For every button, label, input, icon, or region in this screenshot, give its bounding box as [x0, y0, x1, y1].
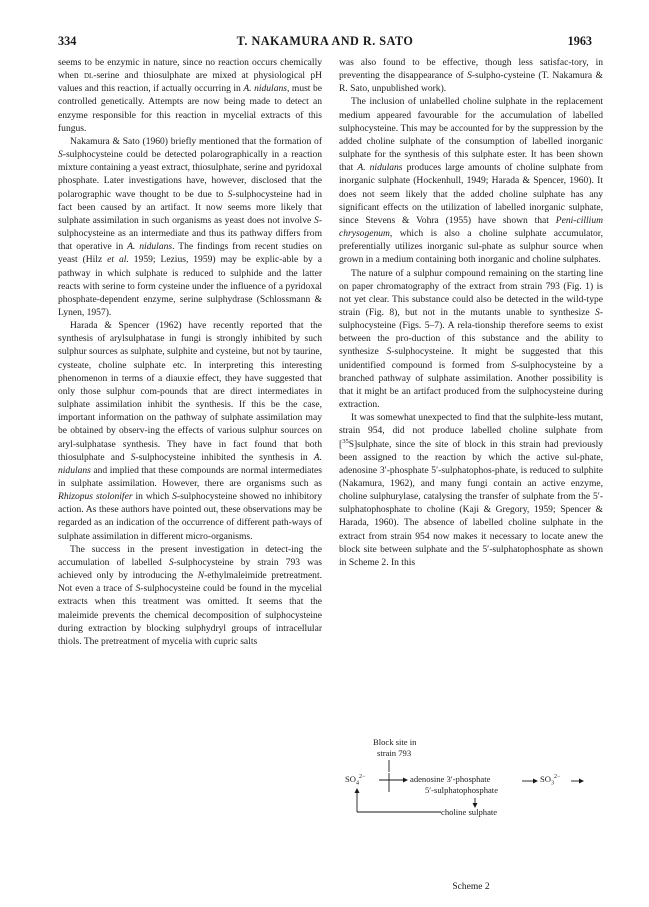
page-number: 334 [58, 34, 77, 48]
text-run: S [314, 214, 319, 226]
scheme-2-diagram [345, 737, 595, 865]
text-run: A. nidulans [127, 241, 173, 253]
text-run: It was somewhat unexpected to find that the sulphite-less mutant, strain 954, did not produce labelled choline sulphate from [ [339, 412, 603, 450]
text-run: -sulphocysteine could be detected polarographically in a reaction mixture containing a yeast extract, thiosulphate, serine and pyridoxal phosphate. Later investigations have, however, disclosed that the polarographic wave thought to be due to [58, 149, 322, 200]
text-run: S [130, 451, 136, 463]
running-title: T. NAKAMURA AND R. SATO [236, 34, 414, 48]
text-run: A. nidulans [58, 451, 322, 476]
text-run: -sulphocysteine by strain 793 was achieved only by introducing the [58, 556, 322, 582]
text-run: S [595, 306, 600, 318]
text-run: The inclusion of unlabelled choline sulphate in the replacement medium appeared favourable for the accumulation of labelled sulphocysteine. This may be accounted for by the suppression by the added choline sulphate of the consumption of labelled inorganic sulphate for the synthesis of this sulphate ester. It has been shown that [339, 96, 603, 174]
text-run: S [58, 149, 63, 161]
text-run: S [168, 556, 174, 568]
aps-label-line2: 5′-sulphatophosphate [425, 785, 499, 795]
paragraph [58, 135, 322, 319]
text-run: -sulphocysteine as an intermediate and thus its pathway differs from that operative in [58, 214, 322, 253]
block-site-label: Block site in [373, 737, 417, 747]
text-run: S]sulphate, since the site of block in this strain had previously been assigned to the reaction by which the active sul-phate, adenosine 3′-phosphate 5′-sulphatophos-phate, is reduced to sulphite (Nakamura, 1962), and many fungi contain an active enzyme, choline sulphurylase, catalysing the transfer of sulphate from the 5′-sulphatophosphate to choline (Kaji & Gregory, 1959; Spencer & Harada, 1960). The absence of labelled choline sulphate in the extract from strain 954 now makes it necessary to locate anew the block site between sulphate and the 5′-sulphatophosphate as shown in Scheme 2. In this [339, 438, 603, 568]
sulphate-formula: $SO_4^{2-}$ [345, 774, 366, 787]
scheme-caption: Scheme 2 [452, 882, 490, 892]
text-run: -sulphocysteine. It might be suggested that this unidentified compound is formed from [339, 346, 604, 371]
left-text-column [58, 56, 322, 648]
text-run: A. nidulans [357, 162, 403, 174]
text-run: seems to be enzymic in nature, since no reaction occurs chemically when [58, 57, 322, 82]
text-run: S [467, 70, 472, 82]
paragraph [339, 56, 603, 95]
text-run: S [135, 583, 141, 595]
text-run: , which is also a choline sulphate accumulator, preferentially utilizes inorganic sul-phate as sulphur source when grown in a medium containing both inorganic and choline sulphates. [339, 228, 603, 266]
choline-sulphate-label: choline sulphate [441, 807, 498, 817]
text-run: A. nidulans [243, 83, 287, 95]
page-header [58, 34, 592, 50]
paragraph [58, 543, 322, 648]
aps-label-line1: adenosine 3′-phosphate [410, 774, 491, 784]
text-run: produces large amounts of choline sulphate from inorganic sulphate (Hockenhull, 1949; Harada & Spencer, 1960). It does not seem likely that the added choline sulphate has any significant effects on the utilization of labelled inorganic sulphate, since Stevens & Vohra (1955) have shown that [339, 162, 604, 226]
paragraph [339, 95, 603, 266]
text-run: S [386, 346, 392, 358]
text-run: . The findings from recent studies on yeast (Hilz [58, 241, 322, 266]
text-run: -sulphocysteine (Figs. 5–7). A rela-tionship therefore seems to exist between the pro-duction of this substance and the ability to synthesize [339, 306, 603, 358]
text-run: -sulphocysteine by a branched pathway of sulphate assimilation. Another possibility is that it might be an artifact produced from the sulphocysteine during extraction. [339, 359, 603, 411]
text-run: 35 [342, 437, 349, 445]
text-run: -sulphocysteine could be found in the mycelial extracts when this treatment was omitted. It seems that the maleimide prevents the chemical decomposition of sulphocysteine during extraction by blocking sulphydryl groups of intracellular thiols. The pretreatment of mycelia with cupric salts [58, 583, 322, 647]
text-run: in which [132, 491, 173, 503]
text-run: 1959; Lezius, 1959) may be explic-able by a pathway in which sulphate is reduced to sulphide and the latter reacts with serine to form cysteine under the influence of a pyridoxal phosphate-dependent enzyme, serine sulphydrase (Schlossmann & Lynen, 1957). [58, 254, 322, 318]
text-run: Harada & Spencer (1962) have recently reported that the synthesis of arylsulphatase in fungi is strongly inhibited by such sulphur sources as sulphate, sulphite and cysteine, but not by taurine, cysteate, choline sulphate etc. In interpreting this interesting phenomenon in terms of a diauxie effect, they have suggested that only those sulphur com-pounds that are direct intermediates in sulphate assimilation inhibit the synthesis. If this be the case, important information on the pathway of sulphate assimilation may be obtained by observ-ing the effects of various sulphur sources on aryl-sulphatase synthesis. They have in fact found that both thiosulphate and [58, 320, 322, 463]
text-run: S [227, 188, 233, 200]
text-run: -ethylmaleimide pretreatment. Not even a trace of [58, 570, 322, 595]
text-run: , must be controlled genetically. Attempts are now being made to detect an enzyme responsible for this reaction in mycelial extracts of this fungus. [58, 83, 322, 134]
text-run: -sulphocysteine showed no inhibitory action. As these authors have pointed out, these observations may be regarded as an indication of the occurrence of different path-ways of sulphate assimilation in different micro-organisms. [58, 491, 323, 542]
text-run: was also found to be effective, though less satisfac-tory, in preventing the disappearance of [339, 57, 603, 82]
text-run: Rhizopus stolonifer [58, 491, 133, 503]
journal-year: 1963 [567, 34, 592, 48]
text-run: -sulphocysteine had in fact been caused by an artifact. It now seems more likely that sulphate assimilation in such organisms as yeast does not involve [58, 188, 323, 226]
paragraph [339, 411, 603, 569]
text-run: et al. [107, 254, 129, 266]
text-run: S [511, 359, 516, 371]
text-run: -sulpho-cysteine (T. Nakamura & R. Sato, unpublished work). [339, 70, 603, 95]
text-run: and implied that these compounds are normal intermediates in sulphate assimilation. However, there are organisms such as [58, 464, 322, 489]
block-site-strain-label: strain 793 [377, 748, 412, 758]
text-run: -sulphocysteine inhibited the synthesis in [135, 451, 314, 463]
text-run: S [172, 491, 177, 503]
right-text-column [339, 56, 603, 569]
text-run: Nakamura & Sato (1960) briefly mentioned that the formation of [70, 135, 322, 147]
text-run: Peni-cillium chrysogenum [339, 214, 603, 240]
paragraph [58, 56, 322, 135]
sulphite-formula: $SO_3^{2-}$ [540, 774, 561, 787]
text-run: dl [83, 70, 94, 82]
paragraph [58, 319, 322, 543]
text-run: The nature of a sulphur compound remaining on the starting line on paper chromatography of the extract from strain 793 (Fig. 1) is not yet clear. This substance could also be detected in the wild-type strain (Fig. 8), but not in the mutants unable to synthesize [339, 267, 603, 318]
text-run: N [197, 570, 205, 582]
text-run: The success in the present investigation in detect-ing the accumulation of labelled [58, 543, 322, 568]
paragraph [339, 267, 603, 412]
text-run: -serine and thiosulphate are mixed at physiological pH values and this reaction, if actually occurring in [58, 70, 322, 95]
